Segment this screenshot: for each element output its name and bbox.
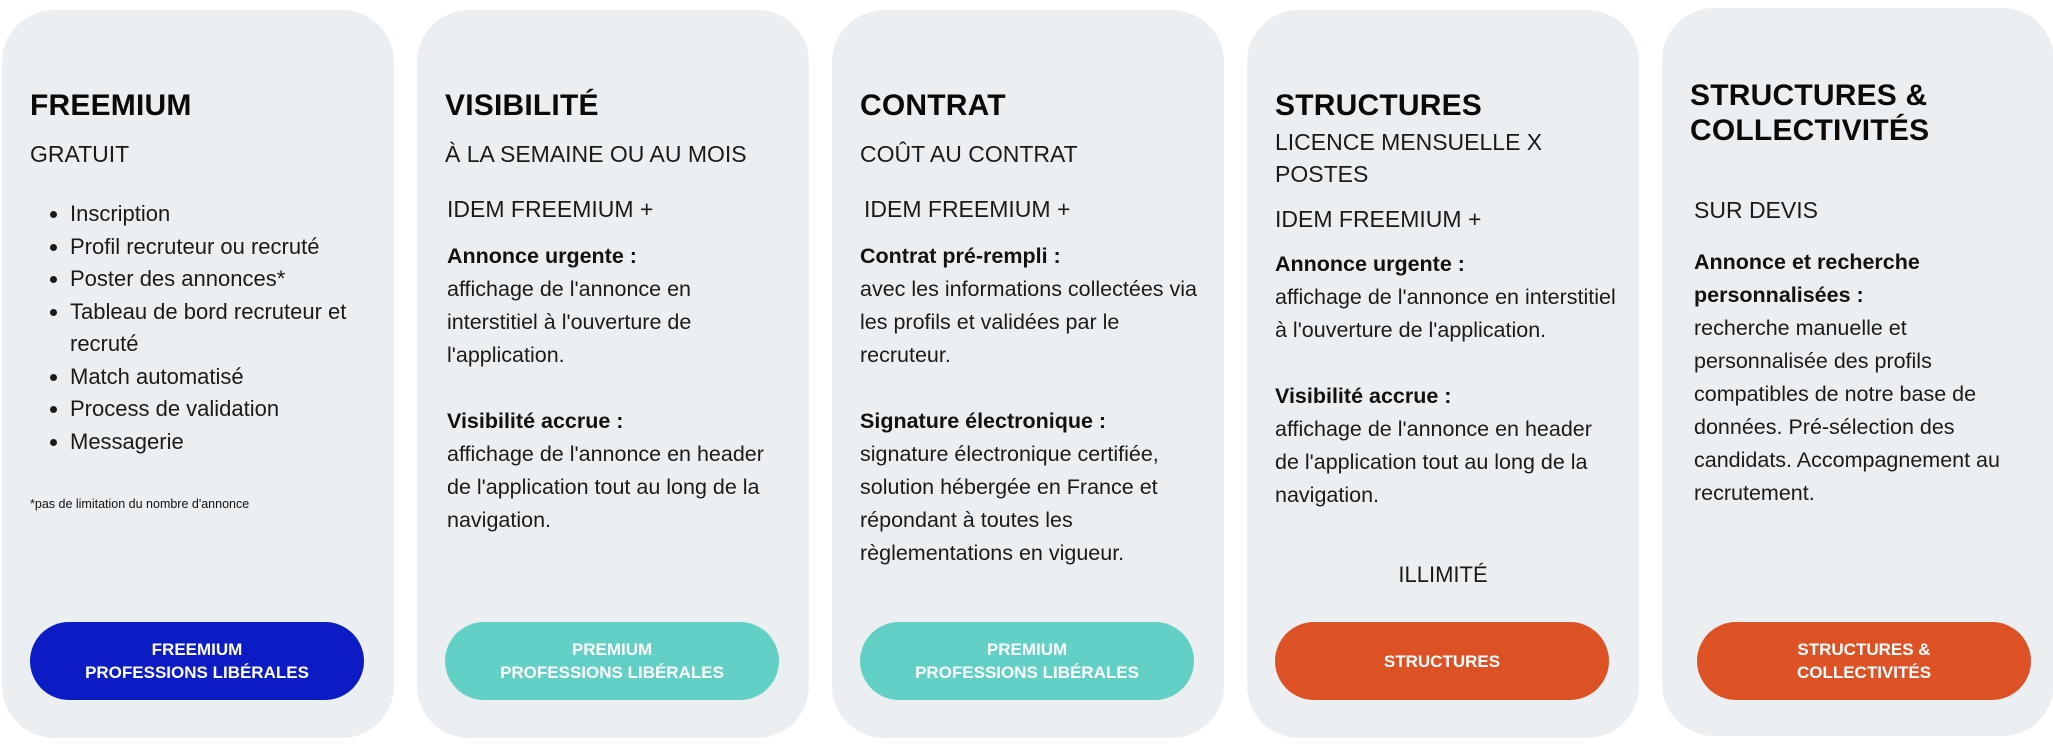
card-title: STRUCTURES & COLLECTIVITÉS: [1690, 79, 1930, 147]
card-subtitle: LICENCE MENSUELLE X POSTES: [1275, 129, 1543, 187]
block-heading: Signature électronique :: [860, 409, 1107, 433]
feature-block: [860, 405, 1202, 570]
pricing-card-contrat: [832, 10, 1224, 738]
button-label-line2: PROFESSIONS LIBÉRALES: [85, 663, 309, 682]
card-title: FREEMIUM: [30, 89, 192, 122]
structures-button[interactable]: [1275, 622, 1609, 700]
unlimited-label: ILLIMITÉ: [1398, 562, 1488, 587]
feature-block: [1694, 246, 2032, 510]
feature-block: [447, 405, 787, 537]
feature-item: • Match automatisé: [70, 361, 400, 394]
idem-label: IDEM FREEMIUM +: [1275, 206, 1482, 232]
card-subtitle: GRATUIT: [30, 141, 130, 167]
card-body: [447, 240, 787, 570]
structures-collectivites-button[interactable]: [1697, 622, 2031, 700]
card-body: [1694, 246, 2032, 543]
pricing-card-structures-collectivites: [1662, 8, 2053, 736]
button-label-line2: PROFESSIONS LIBÉRALES: [915, 663, 1139, 682]
pricing-card-structures: [1247, 10, 1639, 738]
feature-item: • Profil recruteur ou recruté: [70, 231, 400, 264]
button-label-line1: FREEMIUM: [151, 640, 243, 659]
feature-item: • Inscription: [70, 198, 400, 231]
block-text: affichage de l'annonce en header de l'application tout au long de la navigation.: [447, 442, 764, 532]
feature-item: • Process de validation: [70, 393, 400, 426]
block-text: avec les informations collectées via les profils et validées par le recruteur.: [860, 277, 1197, 367]
feature-block: [447, 240, 787, 372]
button-label-line1: PREMIUM: [571, 640, 653, 659]
card-body: [860, 240, 1202, 603]
button-label-line1: STRUCTURES &: [1797, 640, 1931, 659]
block-heading: Annonce et recherche personnalisées :: [1694, 250, 1920, 307]
card-body: [1275, 248, 1617, 545]
feature-item: • Poster des annonces*: [70, 263, 400, 296]
idem-label: IDEM FREEMIUM +: [447, 196, 654, 222]
block-heading: Contrat pré-rempli :: [860, 244, 1061, 268]
feature-item: • Tableau de bord recruteur et recruté: [70, 296, 400, 361]
footnote: *pas de limitation du nombre d'annonce: [30, 497, 250, 511]
freemium-button[interactable]: [30, 622, 364, 700]
block-heading: Visibilité accrue :: [1275, 384, 1452, 408]
feature-block: [1275, 248, 1617, 347]
feature-item: • Messagerie: [70, 426, 400, 459]
pricing-card-visibilite: [417, 10, 809, 738]
card-title: CONTRAT: [860, 89, 1006, 122]
block-text: affichage de l'annonce en interstitiel à l'ouverture de l'application.: [447, 277, 692, 367]
block-text: recherche manuelle et personnalisée des profils compatibles de notre base de données. Pré-sélection des candidats. Accompagnement au recrutement.: [1694, 316, 2000, 505]
block-heading: Annonce urgente :: [447, 244, 637, 268]
feature-list: [32, 198, 400, 458]
card-subtitle: À LA SEMAINE OU AU MOIS: [445, 141, 747, 167]
premium-button[interactable]: [860, 622, 1194, 700]
block-text: affichage de l'annonce en interstitiel à l'ouverture de l'application.: [1275, 285, 1616, 342]
premium-button[interactable]: [445, 622, 779, 700]
button-label-line2: PROFESSIONS LIBÉRALES: [500, 663, 724, 682]
block-text: affichage de l'annonce en header de l'application tout au long de la navigation.: [1275, 417, 1592, 507]
button-label-line1: STRUCTURES: [1383, 651, 1501, 671]
block-heading: Annonce urgente :: [1275, 252, 1465, 276]
pricing-card-freemium: [2, 10, 394, 738]
idem-label: IDEM FREEMIUM +: [864, 196, 1071, 222]
button-label-line2: COLLECTIVITÉS: [1796, 663, 1932, 682]
card-title: VISIBILITÉ: [445, 89, 599, 122]
card-title: STRUCTURES: [1275, 89, 1483, 122]
card-subtitle: SUR DEVIS: [1694, 197, 1818, 223]
block-heading: Visibilité accrue :: [447, 409, 624, 433]
feature-block: [1275, 380, 1617, 512]
card-subtitle: COÛT AU CONTRAT: [860, 141, 1078, 167]
block-text: signature électronique certifiée, solution hébergée en France et répondant à toutes les règlementations en vigueur.: [860, 442, 1159, 565]
feature-block: [860, 240, 1202, 372]
button-label-line1: PREMIUM: [986, 640, 1068, 659]
